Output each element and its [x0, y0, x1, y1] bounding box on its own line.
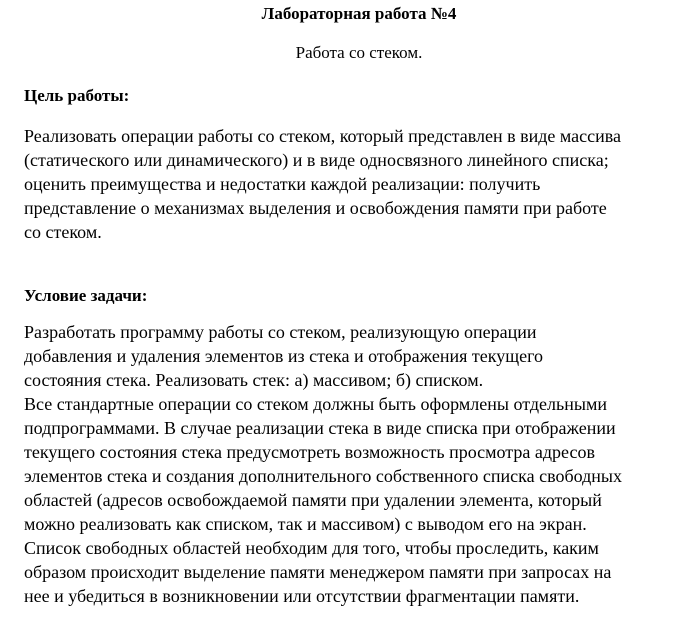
requirements-line: можно реализовать как списком, так и массивом) с выводом его на экран.: [24, 514, 587, 534]
document-subtitle: Работа со стеком.: [295, 43, 423, 62]
task-line: Разработать программу работы со стеком, реализующую операции: [24, 322, 537, 342]
goal-line: представление о механизмах выделения и освобождения памяти при работе: [24, 198, 607, 218]
requirements-line: Все стандартные операции со стеком должны быть оформлены отдельными: [24, 394, 607, 414]
requirements-line: текущего состояния стека предусмотреть возможность просмотра адресов: [24, 442, 595, 462]
requirements-line: Список свободных областей необходим для того, чтобы проследить, каким: [24, 538, 599, 558]
task-line: добавления и удаления элементов из стека и отображения текущего: [24, 346, 544, 366]
goal-paragraph: [24, 124, 699, 244]
goal-heading: Цель работы:: [24, 86, 130, 105]
task-line: состояния стека. Реализовать стек: а) массивом; б) списком.: [24, 370, 484, 390]
requirements-line: элементов стека и создания дополнительного собственного списка свободных: [24, 466, 623, 486]
requirements-paragraph: [24, 392, 699, 608]
requirements-line: образом происходит выделение памяти менеджером памяти при запросах на: [24, 562, 612, 582]
document-title: Лабораторная работа №4: [261, 4, 457, 23]
requirements-line: подпрограммами. В случае реализации стека в виде списка при отображении: [24, 418, 616, 438]
requirements-line: нее и убедиться в возникновении или отсутствии фрагментации памяти.: [24, 586, 580, 606]
task-paragraph: [24, 320, 699, 392]
goal-line: Реализовать операции работы со стеком, который представлен в виде массива: [24, 126, 622, 146]
task-heading: Условие задачи:: [24, 286, 148, 305]
goal-line: со стеком.: [24, 222, 102, 242]
requirements-line: областей (адресов освобождаемой памяти при удалении элемента, который: [24, 490, 602, 510]
goal-line: оценить преимущества и недостатки каждой реализации: получить: [24, 174, 541, 194]
goal-line: (статического или динамического) и в виде односвязного линейного списка;: [24, 150, 609, 170]
